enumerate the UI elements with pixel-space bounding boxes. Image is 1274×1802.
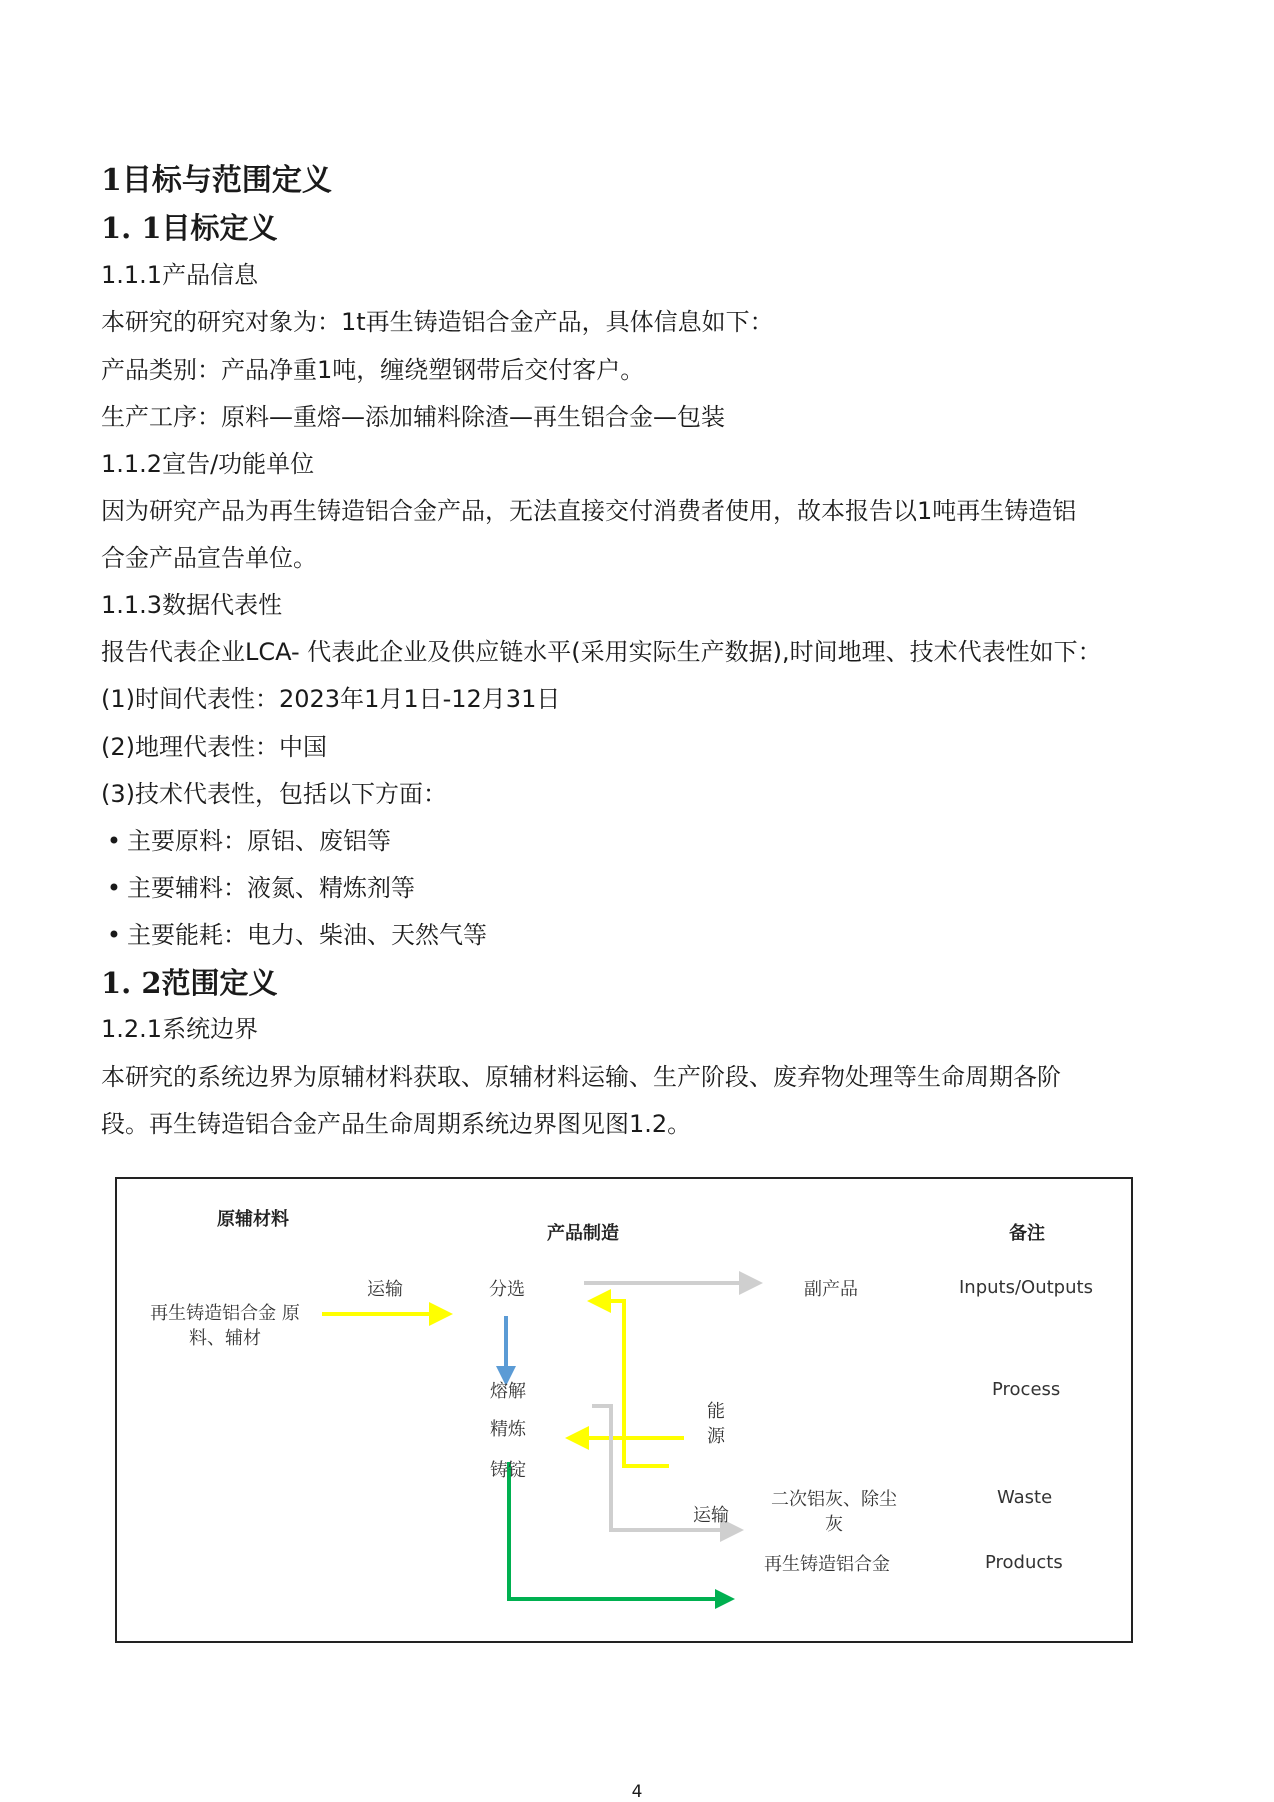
column-header-raw-materials: 原辅材料 bbox=[217, 1209, 289, 1230]
node-casting: 铸锭 bbox=[490, 1460, 526, 1481]
node-waste-line2: 灰 bbox=[825, 1514, 843, 1535]
node-energy-char2: 源 bbox=[707, 1426, 725, 1447]
arrow-energy-to-sort bbox=[597, 1301, 669, 1466]
label-transport-2: 运输 bbox=[693, 1505, 729, 1526]
bullet-main-raw-materials: • 主要原料：原铝、废铝等 bbox=[101, 825, 391, 857]
paragraph-data-representativeness: 报告代表企业LCA- 代表此企业及供应链水平(采用实际生产数据),时间地理、技术代表性如下： bbox=[101, 638, 1102, 666]
section-1-1-2-title: 1.1.2宣告/功能单位 bbox=[101, 450, 315, 478]
node-product: 再生铸造铝合金 bbox=[764, 1554, 890, 1575]
note-inputs-outputs: Inputs/Outputs bbox=[959, 1277, 1093, 1298]
section-1-2-1-title: 1.2.1系统边界 bbox=[101, 1015, 259, 1043]
paragraph-system-boundary-line1: 本研究的系统边界为原辅材料获取、原辅材料运输、生产阶段、废弃物处理等生命周期各阶 bbox=[101, 1063, 1061, 1091]
heading-goal-definition: 1. 1目标定义 bbox=[101, 211, 278, 245]
node-refining: 精炼 bbox=[490, 1419, 526, 1440]
node-raw-materials-line2: 料、辅材 bbox=[189, 1328, 261, 1349]
page-number: 4 bbox=[631, 1782, 643, 1802]
list-item-geography: (2)地理代表性：中国 bbox=[101, 733, 327, 761]
heading-scope-definition: 1. 2范围定义 bbox=[101, 966, 278, 1000]
paragraph-functional-unit-line2: 合金产品宣告单位。 bbox=[101, 544, 317, 572]
paragraph-product-category: 产品类别：产品净重1吨，缠绕塑钢带后交付客户。 bbox=[101, 356, 645, 384]
list-item-time: (1)时间代表性：2023年1月1日-12月31日 bbox=[101, 685, 561, 713]
node-waste-line1: 二次铝灰、除尘 bbox=[771, 1489, 897, 1510]
note-process: Process bbox=[992, 1379, 1061, 1400]
column-header-manufacturing: 产品制造 bbox=[547, 1223, 619, 1244]
paragraph-research-object: 本研究的研究对象为：1t再生铸造铝合金产品，具体信息如下： bbox=[101, 308, 774, 336]
list-item-technology: (3)技术代表性，包括以下方面： bbox=[101, 780, 447, 808]
note-products: Products bbox=[985, 1552, 1063, 1573]
node-raw-materials-line1: 再生铸造铝合金 原 bbox=[150, 1303, 300, 1324]
node-melting: 熔解 bbox=[490, 1381, 526, 1402]
paragraph-functional-unit-line1: 因为研究产品为再生铸造铝合金产品，无法直接交付消费者使用，故本报告以1吨再生铸造铝 bbox=[101, 497, 1077, 525]
bullet-main-energy: • 主要能耗：电力、柴油、天然气等 bbox=[101, 919, 487, 951]
paragraph-system-boundary-line2: 段。再生铸造铝合金产品生命周期系统边界图见图1.2。 bbox=[101, 1110, 692, 1138]
section-1-1-1-title: 1.1.1产品信息 bbox=[101, 261, 259, 289]
bullet-main-auxiliaries: • 主要辅料：液氮、精炼剂等 bbox=[101, 872, 415, 904]
system-boundary-diagram bbox=[115, 1177, 1133, 1643]
diagram-arrows bbox=[117, 1179, 1135, 1645]
heading-1: 1目标与范围定义 bbox=[101, 163, 332, 198]
node-energy-char1: 能 bbox=[707, 1401, 725, 1422]
label-transport-1: 运输 bbox=[367, 1279, 403, 1300]
paragraph-production-process: 生产工序：原料—重熔—添加辅料除渣—再生铝合金—包装 bbox=[101, 403, 725, 431]
note-waste: Waste bbox=[997, 1487, 1053, 1508]
node-sorting: 分选 bbox=[489, 1279, 525, 1300]
section-1-1-3-title: 1.1.3数据代表性 bbox=[101, 591, 283, 619]
node-byproduct: 副产品 bbox=[804, 1279, 858, 1300]
column-header-notes: 备注 bbox=[1009, 1223, 1045, 1244]
